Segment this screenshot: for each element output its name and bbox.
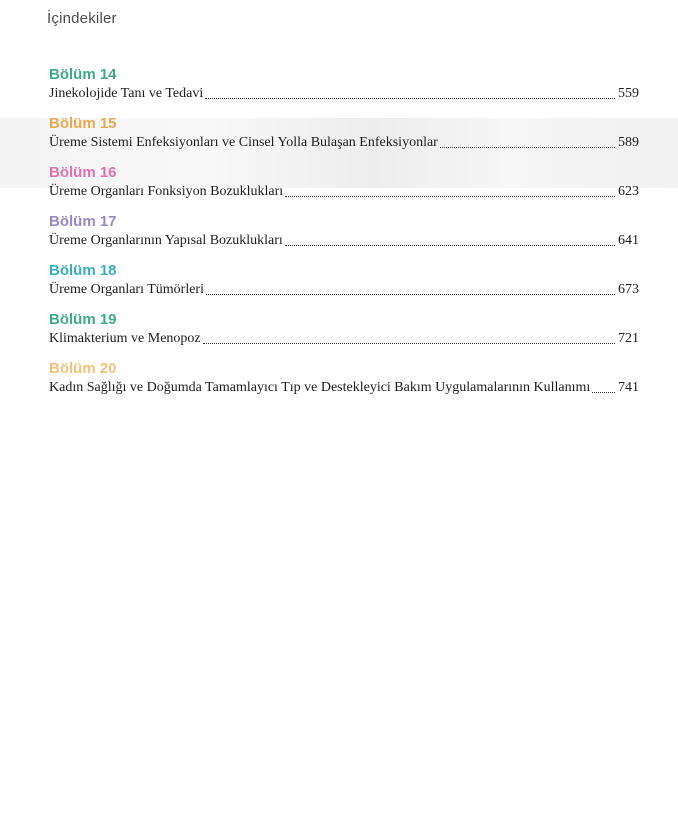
toc-line — [49, 85, 639, 103]
page-number: 721 — [618, 331, 639, 346]
chapter-title: Üreme Organları Fonksiyon Bozuklukları — [49, 184, 284, 199]
page-header: İçindekiler — [47, 10, 117, 27]
chapter-number: Bölüm 18 — [49, 262, 117, 279]
toc-entry[interactable] — [49, 262, 639, 311]
chapter-title: Üreme Organları Tümörleri — [49, 282, 204, 297]
toc-line — [49, 183, 639, 201]
chapter-title: Jinekolojide Tanı ve Tedavi — [49, 86, 204, 101]
toc-entry[interactable] — [49, 311, 639, 360]
toc-line — [49, 134, 639, 152]
page-number: 741 — [618, 380, 639, 395]
dot-leader — [205, 98, 615, 99]
chapter-title: Üreme Organlarının Yapısal Bozuklukları — [49, 233, 283, 248]
dot-leader — [592, 392, 615, 393]
page-number: 673 — [618, 282, 639, 297]
toc-line — [49, 330, 639, 348]
chapter-title: Klimakterium ve Menopoz — [49, 331, 201, 346]
chapter-number: Bölüm 17 — [49, 213, 117, 230]
toc-entry[interactable] — [49, 66, 639, 115]
chapter-number: Bölüm 19 — [49, 311, 117, 328]
dot-leader — [440, 147, 615, 148]
page-number: 559 — [618, 86, 639, 101]
dot-leader — [206, 294, 615, 295]
toc-entry[interactable] — [49, 115, 639, 164]
page-number: 641 — [618, 233, 639, 248]
toc-line — [49, 281, 639, 299]
chapter-number: Bölüm 20 — [49, 360, 117, 377]
toc-line — [49, 232, 639, 250]
chapter-title: Üreme Sistemi Enfeksiyonları ve Cinsel Yolla Bulaşan Enfeksiyonlar — [49, 135, 438, 150]
dot-leader — [285, 196, 615, 197]
page-number: 623 — [618, 184, 639, 199]
dot-leader — [285, 245, 615, 246]
chapter-number: Bölüm 15 — [49, 115, 117, 132]
toc-entry[interactable] — [49, 360, 639, 409]
toc-entry[interactable] — [49, 213, 639, 262]
page-number: 589 — [618, 135, 639, 150]
toc-entry[interactable] — [49, 164, 639, 213]
dot-leader — [203, 343, 615, 344]
chapter-title: Kadın Sağlığı ve Doğumda Tamamlayıcı Tıp ve Destekleyici Bakım Uygulamalarının Kullanımı — [49, 380, 591, 395]
chapter-number: Bölüm 16 — [49, 164, 117, 181]
chapter-number: Bölüm 14 — [49, 66, 117, 83]
table-of-contents — [49, 66, 639, 409]
toc-line — [49, 379, 639, 397]
